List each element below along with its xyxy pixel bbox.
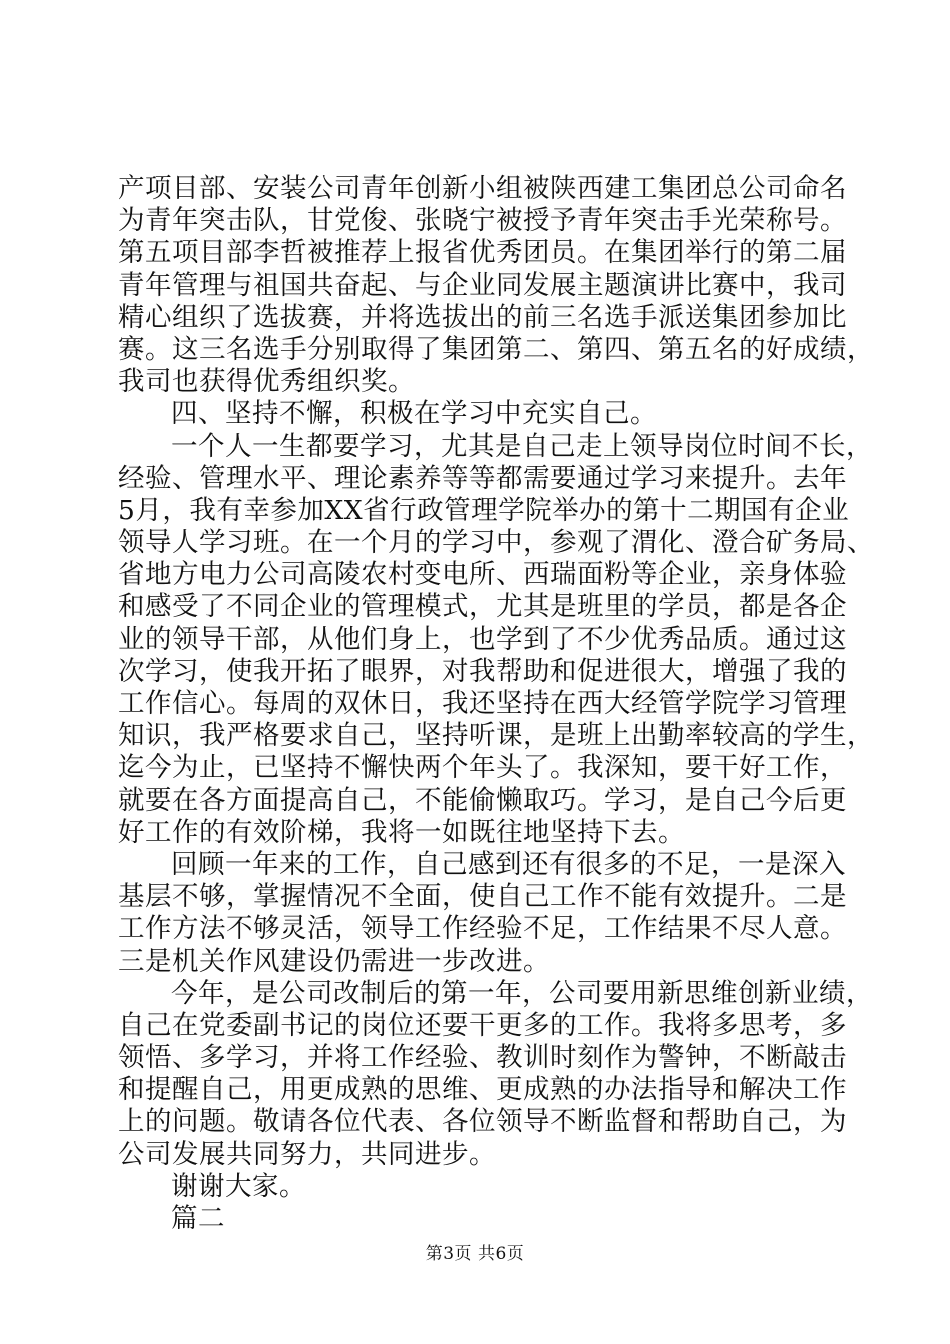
text-line: 好工作的有效阶梯，我将一如既往地坚持下去。 — [118, 816, 685, 848]
text-line: 四、坚持不懈，积极在学习中充实自己。 — [171, 398, 657, 430]
text-line: 和感受了不同企业的管理模式，尤其是班里的学员，都是各企 — [118, 591, 847, 623]
text-line: 基层不够，掌握情况不全面，使自己工作不能有效提升。二是 — [118, 881, 847, 913]
text-line: 经验、管理水平、理论素养等等都需要通过学习来提升。去年 — [118, 462, 847, 494]
text-line: 三是机关作风建设仍需进一步改进。 — [118, 945, 550, 977]
text-line: 青年管理与祖国共奋起、与企业同发展主题演讲比赛中，我司 — [118, 269, 847, 301]
text-line: 赛。这三名选手分别取得了集团第二、第四、第五名的好成绩， — [118, 333, 874, 365]
text-line: 精心组织了选拔赛，并将选拔出的前三名选手派送集团参加比 — [118, 301, 847, 333]
text-line: 就要在各方面提高自己，不能偷懒取巧。学习，是自己今后更 — [118, 784, 847, 816]
page-number-label: 第3页 共6页 — [425, 1244, 525, 1264]
document-body — [118, 173, 874, 1235]
text-line: 知识，我严格要求自己，坚持听课，是班上出勤率较高的学生， — [118, 720, 874, 752]
text-line: 第五项目部李哲被推荐上报省优秀团员。在集团举行的第二届 — [118, 237, 847, 269]
text-line: 工作信心。每周的双休日，我还坚持在西大经管学院学习管理 — [118, 688, 847, 719]
text-line: 次学习，使我开拓了眼界，对我帮助和促进很大，增强了我的 — [118, 655, 847, 687]
text-line: 产项目部、安装公司青年创新小组被陕西建工集团总公司命名 — [118, 173, 847, 204]
text-line: 工作方法不够灵活，领导工作经验不足，工作结果不尽人意。 — [118, 913, 847, 945]
text-line: 谢谢大家。 — [171, 1170, 306, 1202]
text-line: 迄今为止，已坚持不懈快两个年头了。我深知，要干好工作， — [118, 752, 847, 784]
text-line: 领导人学习班。在一个月的学习中，参观了渭化、澄合矿务局、 — [118, 527, 874, 559]
text-line: 5月，我有幸参加XX省行政管理学院举办的第十二期国有企业 — [118, 494, 850, 526]
text-line: 上的问题。敬请各位代表、各位领导不断监督和帮助自己，为 — [118, 1106, 847, 1138]
text-line: 公司发展共同努力，共同进步。 — [118, 1138, 496, 1170]
text-line: 自己在党委副书记的岗位还要干更多的工作。我将多思考，多 — [118, 1009, 847, 1041]
text-line: 业的领导干部，从他们身上，也学到了不少优秀品质。通过这 — [118, 623, 847, 655]
text-line: 篇二 — [171, 1203, 225, 1234]
text-line: 今年，是公司改制后的第一年，公司要用新思维创新业绩， — [171, 977, 873, 1009]
page-footer — [0, 1243, 950, 1265]
text-line: 一个人一生都要学习，尤其是自己走上领导岗位时间不长， — [171, 430, 873, 462]
text-line: 和提醒自己，用更成熟的思维、更成熟的办法指导和解决工作 — [118, 1074, 847, 1106]
text-line: 我司也获得优秀组织奖。 — [118, 366, 415, 398]
text-line: 为青年突击队，甘党俊、张晓宁被授予青年突击手光荣称号。 — [118, 205, 847, 237]
text-line: 领悟、多学习，并将工作经验、教训时刻作为警钟，不断敲击 — [118, 1042, 847, 1074]
text-line: 回顾一年来的工作，自己感到还有很多的不足，一是深入 — [171, 848, 846, 880]
text-line: 省地方电力公司高陵农村变电所、西瑞面粉等企业，亲身体验 — [118, 559, 847, 591]
